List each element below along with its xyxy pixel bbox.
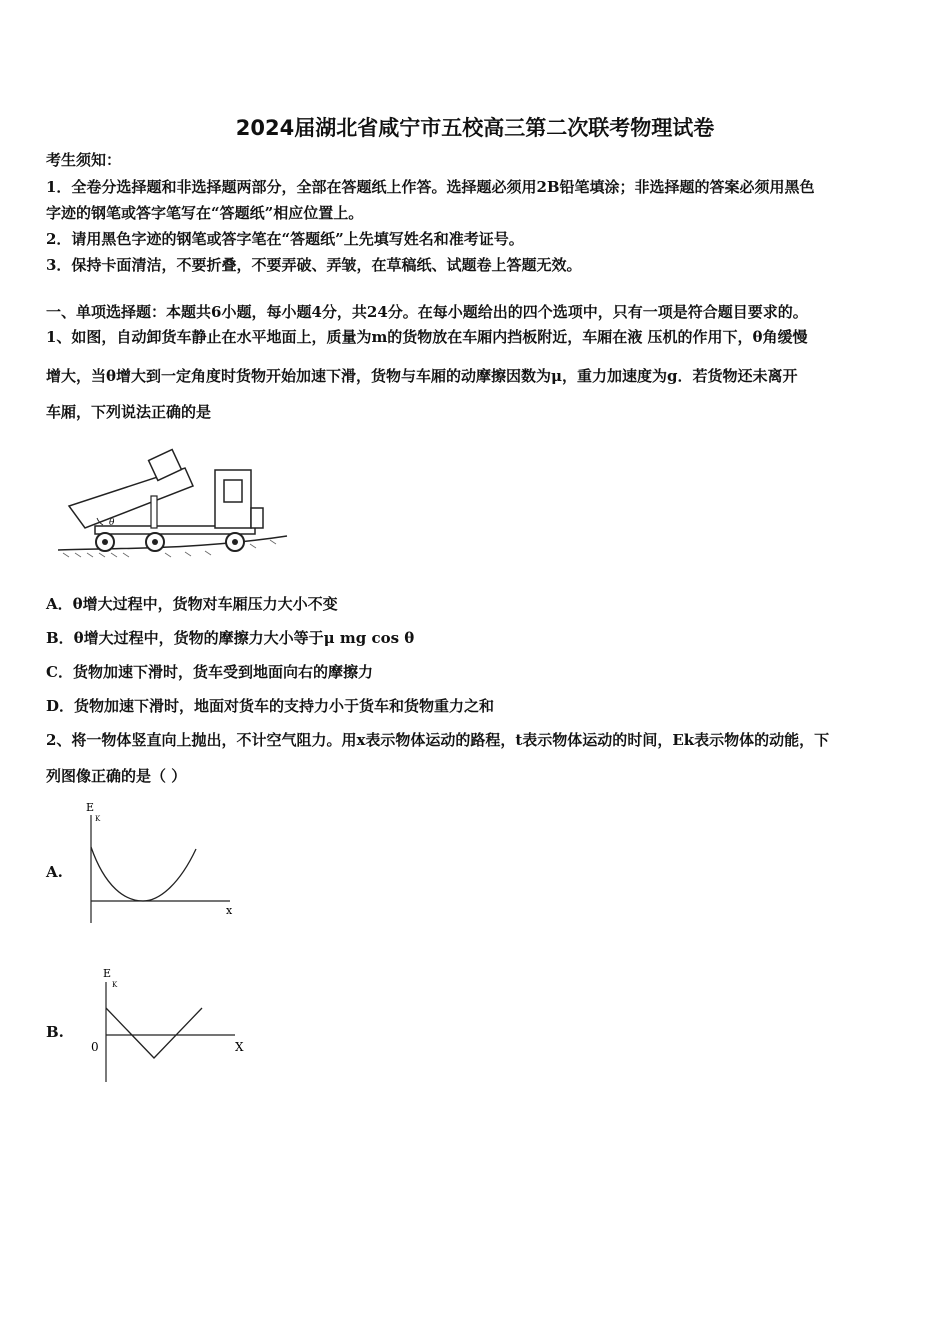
- question-1-line-3: 车厢，下列说法正确的是: [46, 403, 212, 421]
- graph-b-curve: [106, 1008, 202, 1058]
- question-1-line-2: 增大，当θ增大到一定角度时货物开始加速下滑，货物与车厢的动摩擦因数为μ，重力加速度为g．若货物还未离开: [46, 367, 798, 385]
- notice-item-2: 2．请用黑色字迹的钢笔或答字笔在“答题纸”上先填写姓名和准考证号。: [46, 230, 524, 248]
- question-1-option-c: C．货物加速下滑时，货车受到地面向右的摩擦力: [46, 663, 373, 681]
- theta-label: θ: [109, 518, 115, 528]
- question-1-option-b: B．θ增大过程中，货物的摩擦力大小等于μ mg cos θ: [46, 629, 415, 647]
- question-1-option-d: D．货物加速下滑时，地面对货车的支持力小于货车和货物重力之和: [46, 697, 495, 715]
- question-1-line-1: 1、如图，自动卸货车静止在水平地面上，质量为m的货物放在车厢内挡板附近，车厢在液 压机的作用下，θ角缓慢: [46, 328, 808, 346]
- question-2-line-2: 列图像正确的是（ ）: [46, 767, 187, 785]
- graph-a: [80, 795, 250, 930]
- graph-a-label: A.: [46, 863, 63, 881]
- graph-a-y-sub: K: [95, 815, 101, 823]
- graph-a-x-label: x: [226, 904, 233, 917]
- graph-b-x-label: X: [235, 1040, 244, 1054]
- dump-truck-figure: [55, 428, 290, 568]
- question-2-line-1: 2、将一物体竖直向上抛出，不计空气阻力。用x表示物体运动的路程，t表示物体运动的时间，Ek表示物体的动能，下: [46, 731, 830, 749]
- notice-item-3: 3．保持卡面清洁，不要折叠，不要弄破、弄皱，在草稿纸、试题卷上答题无效。: [46, 256, 582, 274]
- notice-heading: 考生须知：: [46, 151, 122, 169]
- section-heading: 一、单项选择题：本题共6小题，每小题4分，共24分。在每小题给出的四个选项中，只有一项是符合题目要求的。: [46, 303, 808, 321]
- graph-b: [85, 962, 255, 1087]
- graph-a-curve: [91, 847, 196, 901]
- graph-b-label: B.: [46, 1023, 64, 1041]
- graph-a-y-label: E: [86, 801, 95, 814]
- graph-b-origin: 0: [91, 1040, 99, 1054]
- notice-item-1-cont: 字迹的钢笔或答字笔写在“答题纸”相应位置上。: [46, 204, 364, 222]
- graph-b-y-sub: K: [112, 981, 118, 989]
- question-1-option-a: A．θ增大过程中，货物对车厢压力大小不变: [46, 595, 338, 613]
- graph-b-y-label: E: [103, 967, 112, 980]
- notice-item-1: 1．全卷分选择题和非选择题两部分，全部在答题纸上作答。选择题必须用2B铅笔填涂；非选择题的答案必须用黑色: [46, 178, 815, 196]
- page-title: 2024届湖北省咸宁市五校高三第二次联考物理试卷: [235, 116, 715, 140]
